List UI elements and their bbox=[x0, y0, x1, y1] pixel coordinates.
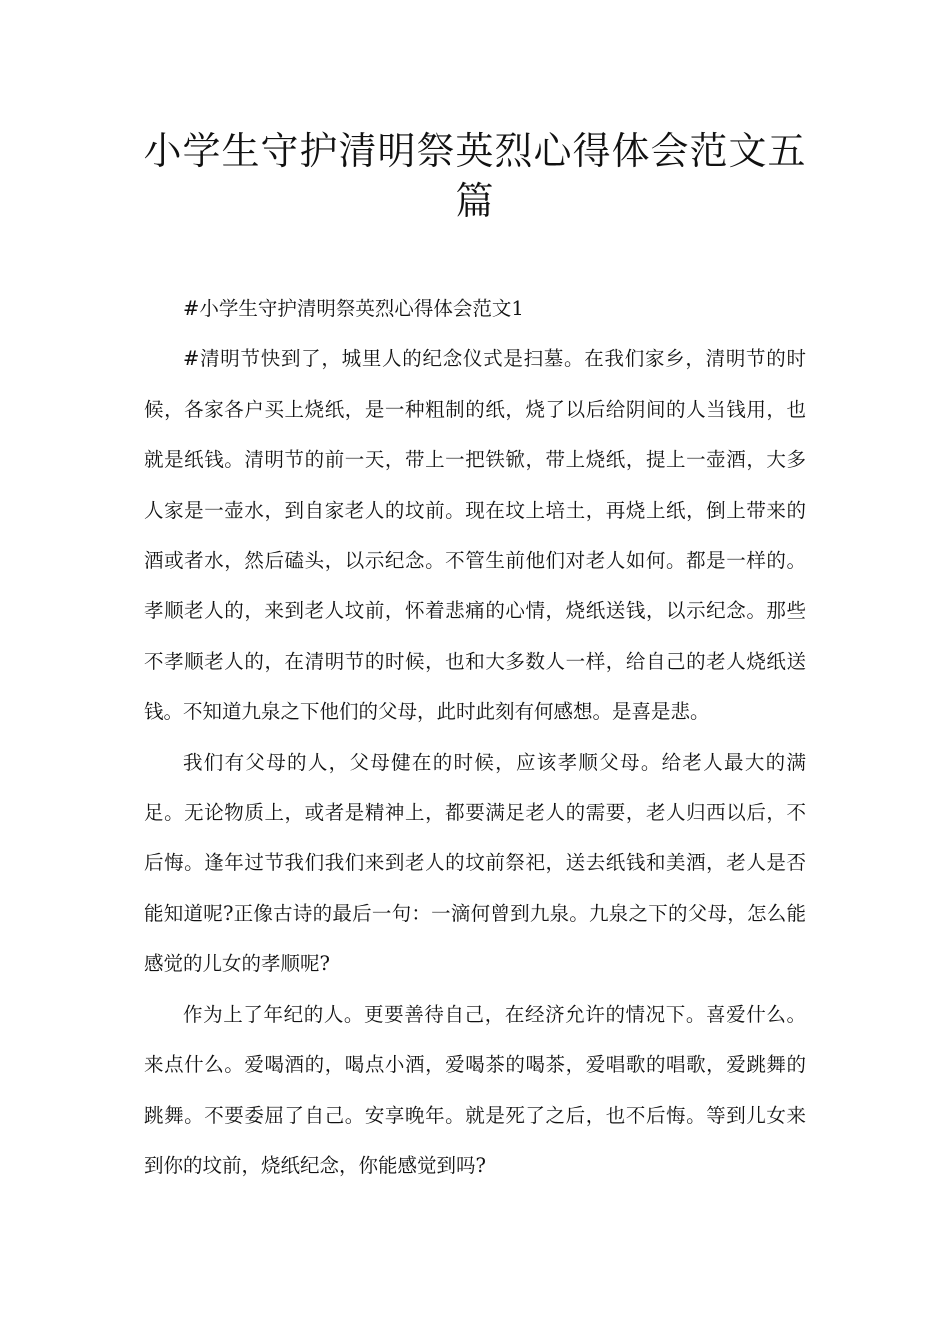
title-line-2: 篇 bbox=[455, 179, 495, 223]
paragraph-3: 作为上了年纪的人。更要善待自己，在经济允许的情况下。喜爱什么。来点什么。爱喝酒的，喝点小酒，爱喝茶的喝茶，爱唱歌的唱歌，爱跳舞的跳舞。不要委屈了自己。安享晚年。就是死了之后，也不后悔。等到儿女来到你的坟前，烧纸纪念，你能感觉到吗? bbox=[144, 1002, 806, 1177]
title-line-1: 小学生守护清明祭英烈心得体会范文五 bbox=[143, 129, 807, 173]
document-title bbox=[130, 126, 820, 226]
document-body bbox=[144, 284, 806, 1191]
section-heading: #小学生守护清明祭英烈心得体会范文1 bbox=[183, 297, 524, 320]
paragraph-2: 我们有父母的人，父母健在的时候，应该孝顺父母。给老人最大的满足。无论物质上，或者是精神上，都要满足老人的需要，老人归西以后，不后悔。逢年过节我们我们来到老人的坟前祭祀，送去纸钱和美酒，老人是否能知道呢?正像古诗的最后一句：一滴何曾到九泉。九泉之下的父母，怎么能感觉的儿女的孝顺呢? bbox=[144, 750, 806, 976]
paragraph-1: #清明节快到了，城里人的纪念仪式是扫墓。在我们家乡，清明节的时候，各家各户买上烧纸，是一种粗制的纸，烧了以后给阴间的人当钱用，也就是纸钱。清明节的前一天，带上一把铁锨，带上烧纸，提上一壶酒，大多人家是一壶水，到自家老人的坟前。现在坟上培土，再烧上纸，倒上带来的酒或者水，然后磕头，以示纪念。不管生前他们对老人如何。都是一样的。孝顺老人的，来到老人坟前，怀着悲痛的心情，烧纸送钱，以示纪念。那些不孝顺老人的，在清明节的时候，也和大多数人一样，给自己的老人烧纸送钱。不知道九泉之下他们的父母，此时此刻有何感想。是喜是悲。 bbox=[144, 347, 806, 724]
